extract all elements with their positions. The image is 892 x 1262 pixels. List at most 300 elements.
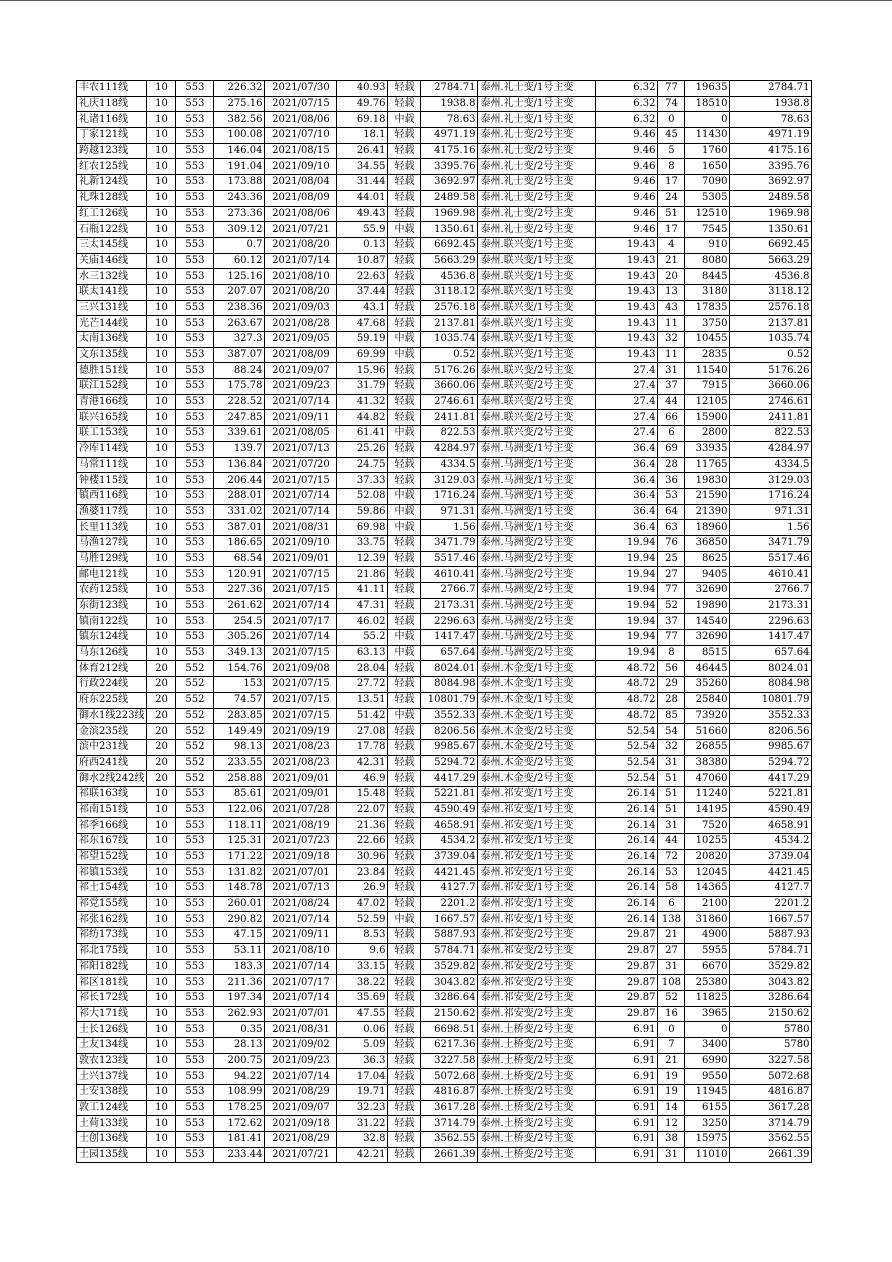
cell-installed-capacity: 35260 bbox=[685, 677, 730, 693]
cell-remaining-capacity: 5663.29 bbox=[730, 253, 812, 269]
cell-load-status: 轻载 bbox=[388, 567, 421, 583]
cell-current-load: 186.65 bbox=[214, 535, 265, 551]
cell-load-rate: 23.84 bbox=[337, 865, 388, 881]
cell-load-rate: 35.69 bbox=[337, 990, 388, 1006]
cell-remaining-capacity: 4421.45 bbox=[730, 865, 812, 881]
table-row bbox=[77, 1006, 812, 1022]
table-row bbox=[77, 363, 812, 379]
cell-remaining-capacity: 5780 bbox=[730, 1037, 812, 1053]
cell-remaining-capacity: 4417.29 bbox=[730, 771, 812, 787]
cell-remaining-capacity: 1969.98 bbox=[730, 206, 812, 222]
cell-feeder-name: 祁南151线 bbox=[77, 802, 147, 818]
cell-current-load: 0.7 bbox=[214, 237, 265, 253]
cell-feeder-name: 御水1线223线 bbox=[77, 708, 147, 724]
cell-available-capacity: 5176.26 bbox=[421, 363, 478, 379]
cell-user-count: 14 bbox=[658, 1100, 685, 1116]
cell-transformer: 泰州.马洲变/1号主变 bbox=[478, 441, 596, 457]
table-body bbox=[77, 81, 812, 1163]
cell-current-load: 233.55 bbox=[214, 755, 265, 771]
cell-code: 553 bbox=[176, 645, 214, 661]
cell-remaining-capacity: 5780 bbox=[730, 1022, 812, 1038]
cell-current-load: 0.35 bbox=[214, 1022, 265, 1038]
cell-transformer-capacity: 52.54 bbox=[596, 739, 658, 755]
cell-user-count: 27 bbox=[658, 943, 685, 959]
cell-code: 553 bbox=[176, 943, 214, 959]
cell-transformer-capacity: 48.72 bbox=[596, 692, 658, 708]
cell-installed-capacity: 15975 bbox=[685, 1132, 730, 1148]
cell-voltage-level: 10 bbox=[147, 488, 176, 504]
cell-load-status: 轻载 bbox=[388, 206, 421, 222]
cell-transformer: 泰州.祁安变/1号主变 bbox=[478, 786, 596, 802]
cell-load-status: 轻载 bbox=[388, 583, 421, 599]
cell-user-count: 58 bbox=[658, 881, 685, 897]
cell-installed-capacity: 32690 bbox=[685, 583, 730, 599]
cell-feeder-name: 体育212线 bbox=[77, 661, 147, 677]
cell-transformer: 泰州.马洲变/2号主变 bbox=[478, 630, 596, 646]
cell-transformer-capacity: 19.43 bbox=[596, 253, 658, 269]
cell-code: 553 bbox=[176, 990, 214, 1006]
cell-installed-capacity: 51660 bbox=[685, 724, 730, 740]
cell-available-capacity: 3395.76 bbox=[421, 159, 478, 175]
cell-code: 553 bbox=[176, 1053, 214, 1069]
cell-installed-capacity: 3965 bbox=[685, 1006, 730, 1022]
cell-current-load: 254.5 bbox=[214, 614, 265, 630]
cell-user-count: 5 bbox=[658, 143, 685, 159]
cell-voltage-level: 10 bbox=[147, 379, 176, 395]
cell-date: 2021/08/09 bbox=[265, 347, 337, 363]
cell-transformer: 泰州.木金变/1号主变 bbox=[478, 661, 596, 677]
cell-voltage-level: 10 bbox=[147, 81, 176, 97]
cell-remaining-capacity: 3043.82 bbox=[730, 975, 812, 991]
table-row bbox=[77, 222, 812, 238]
cell-transformer-capacity: 26.14 bbox=[596, 818, 658, 834]
cell-date: 2021/09/01 bbox=[265, 551, 337, 567]
cell-load-status: 轻载 bbox=[388, 896, 421, 912]
cell-installed-capacity: 31860 bbox=[685, 912, 730, 928]
cell-transformer: 泰州.联兴变/1号主变 bbox=[478, 269, 596, 285]
cell-feeder-name: 丰农111线 bbox=[77, 81, 147, 97]
cell-date: 2021/08/28 bbox=[265, 316, 337, 332]
cell-date: 2021/08/15 bbox=[265, 143, 337, 159]
cell-transformer-capacity: 26.14 bbox=[596, 865, 658, 881]
cell-voltage-level: 10 bbox=[147, 112, 176, 128]
cell-remaining-capacity: 8024.01 bbox=[730, 661, 812, 677]
cell-load-rate: 22.07 bbox=[337, 802, 388, 818]
cell-load-rate: 17.78 bbox=[337, 739, 388, 755]
cell-remaining-capacity: 10801.79 bbox=[730, 692, 812, 708]
cell-code: 553 bbox=[176, 535, 214, 551]
cell-current-load: 243.36 bbox=[214, 190, 265, 206]
cell-installed-capacity: 6990 bbox=[685, 1053, 730, 1069]
cell-available-capacity: 6692.45 bbox=[421, 237, 478, 253]
cell-code: 553 bbox=[176, 598, 214, 614]
cell-voltage-level: 10 bbox=[147, 959, 176, 975]
cell-remaining-capacity: 3286.64 bbox=[730, 990, 812, 1006]
table-row bbox=[77, 975, 812, 991]
cell-installed-capacity: 21390 bbox=[685, 504, 730, 520]
page-top-rule bbox=[0, 0, 892, 1]
cell-installed-capacity: 7545 bbox=[685, 222, 730, 238]
cell-code: 552 bbox=[176, 755, 214, 771]
cell-user-count: 37 bbox=[658, 379, 685, 395]
cell-remaining-capacity: 3471.79 bbox=[730, 535, 812, 551]
table-row bbox=[77, 1147, 812, 1163]
cell-remaining-capacity: 6692.45 bbox=[730, 237, 812, 253]
cell-remaining-capacity: 4816.87 bbox=[730, 1085, 812, 1101]
cell-transformer-capacity: 19.43 bbox=[596, 269, 658, 285]
cell-feeder-name: 土兴137线 bbox=[77, 1069, 147, 1085]
cell-current-load: 387.01 bbox=[214, 520, 265, 536]
cell-transformer-capacity: 6.32 bbox=[596, 112, 658, 128]
cell-feeder-name: 东街123线 bbox=[77, 598, 147, 614]
table-row bbox=[77, 771, 812, 787]
cell-date: 2021/07/15 bbox=[265, 645, 337, 661]
cell-remaining-capacity: 971.31 bbox=[730, 504, 812, 520]
cell-code: 552 bbox=[176, 724, 214, 740]
cell-current-load: 327.3 bbox=[214, 332, 265, 348]
cell-voltage-level: 10 bbox=[147, 206, 176, 222]
cell-voltage-level: 10 bbox=[147, 1069, 176, 1085]
cell-code: 552 bbox=[176, 708, 214, 724]
cell-remaining-capacity: 3660.06 bbox=[730, 379, 812, 395]
cell-user-count: 44 bbox=[658, 394, 685, 410]
cell-voltage-level: 10 bbox=[147, 520, 176, 536]
cell-transformer-capacity: 6.32 bbox=[596, 96, 658, 112]
cell-voltage-level: 10 bbox=[147, 1116, 176, 1132]
cell-code: 553 bbox=[176, 912, 214, 928]
cell-date: 2021/09/10 bbox=[265, 159, 337, 175]
cell-feeder-name: 祁阳182线 bbox=[77, 959, 147, 975]
cell-user-count: 63 bbox=[658, 520, 685, 536]
cell-date: 2021/09/08 bbox=[265, 661, 337, 677]
cell-installed-capacity: 8515 bbox=[685, 645, 730, 661]
cell-remaining-capacity: 5887.93 bbox=[730, 928, 812, 944]
cell-installed-capacity: 46445 bbox=[685, 661, 730, 677]
cell-load-rate: 55.9 bbox=[337, 222, 388, 238]
cell-load-rate: 47.31 bbox=[337, 598, 388, 614]
cell-date: 2021/08/10 bbox=[265, 269, 337, 285]
cell-voltage-level: 10 bbox=[147, 881, 176, 897]
cell-available-capacity: 2137.81 bbox=[421, 316, 478, 332]
table-row bbox=[77, 834, 812, 850]
cell-user-count: 45 bbox=[658, 128, 685, 144]
cell-voltage-level: 10 bbox=[147, 1132, 176, 1148]
cell-transformer: 泰州.礼士变/2号主变 bbox=[478, 143, 596, 159]
cell-current-load: 148.78 bbox=[214, 881, 265, 897]
cell-current-load: 247.85 bbox=[214, 410, 265, 426]
cell-feeder-name: 冷库114线 bbox=[77, 441, 147, 457]
cell-transformer: 泰州.礼士变/1号主变 bbox=[478, 96, 596, 112]
cell-date: 2021/07/14 bbox=[265, 598, 337, 614]
cell-available-capacity: 1667.57 bbox=[421, 912, 478, 928]
cell-remaining-capacity: 2489.58 bbox=[730, 190, 812, 206]
table-row bbox=[77, 786, 812, 802]
cell-code: 553 bbox=[176, 190, 214, 206]
cell-installed-capacity: 33935 bbox=[685, 441, 730, 457]
cell-current-load: 74.57 bbox=[214, 692, 265, 708]
cell-remaining-capacity: 2766.7 bbox=[730, 583, 812, 599]
cell-date: 2021/08/19 bbox=[265, 818, 337, 834]
cell-user-count: 31 bbox=[658, 363, 685, 379]
cell-load-status: 轻载 bbox=[388, 175, 421, 191]
cell-installed-capacity: 6670 bbox=[685, 959, 730, 975]
cell-transformer: 泰州.礼士变/2号主变 bbox=[478, 206, 596, 222]
cell-installed-capacity: 14195 bbox=[685, 802, 730, 818]
cell-user-count: 53 bbox=[658, 488, 685, 504]
cell-installed-capacity: 6155 bbox=[685, 1100, 730, 1116]
cell-transformer-capacity: 52.54 bbox=[596, 724, 658, 740]
cell-available-capacity: 5663.29 bbox=[421, 253, 478, 269]
cell-current-load: 118.11 bbox=[214, 818, 265, 834]
cell-current-load: 85.61 bbox=[214, 786, 265, 802]
cell-transformer-capacity: 48.72 bbox=[596, 677, 658, 693]
cell-feeder-name: 马东126线 bbox=[77, 645, 147, 661]
cell-transformer: 泰州.礼士变/2号主变 bbox=[478, 128, 596, 144]
cell-remaining-capacity: 4536.8 bbox=[730, 269, 812, 285]
cell-current-load: 122.06 bbox=[214, 802, 265, 818]
cell-load-status: 轻载 bbox=[388, 284, 421, 300]
cell-load-rate: 37.44 bbox=[337, 284, 388, 300]
cell-transformer-capacity: 6.91 bbox=[596, 1116, 658, 1132]
cell-transformer: 泰州.马洲变/1号主变 bbox=[478, 504, 596, 520]
cell-date: 2021/07/30 bbox=[265, 81, 337, 97]
cell-current-load: 261.62 bbox=[214, 598, 265, 614]
cell-remaining-capacity: 3395.76 bbox=[730, 159, 812, 175]
cell-feeder-name: 礼新124线 bbox=[77, 175, 147, 191]
cell-remaining-capacity: 1350.61 bbox=[730, 222, 812, 238]
cell-transformer-capacity: 6.91 bbox=[596, 1037, 658, 1053]
cell-code: 552 bbox=[176, 771, 214, 787]
cell-user-count: 28 bbox=[658, 692, 685, 708]
cell-code: 553 bbox=[176, 222, 214, 238]
cell-user-count: 21 bbox=[658, 253, 685, 269]
cell-feeder-name: 祁张162线 bbox=[77, 912, 147, 928]
cell-voltage-level: 10 bbox=[147, 630, 176, 646]
cell-user-count: 52 bbox=[658, 598, 685, 614]
cell-load-status: 轻载 bbox=[388, 96, 421, 112]
cell-installed-capacity: 7520 bbox=[685, 818, 730, 834]
cell-load-status: 轻载 bbox=[388, 865, 421, 881]
cell-transformer: 泰州.联兴变/2号主变 bbox=[478, 394, 596, 410]
cell-feeder-name: 御水2线242线 bbox=[77, 771, 147, 787]
cell-load-rate: 12.39 bbox=[337, 551, 388, 567]
cell-current-load: 283.85 bbox=[214, 708, 265, 724]
cell-transformer: 泰州.联兴变/1号主变 bbox=[478, 332, 596, 348]
cell-load-status: 轻载 bbox=[388, 802, 421, 818]
cell-transformer: 泰州.祁安变/1号主变 bbox=[478, 865, 596, 881]
table-row bbox=[77, 96, 812, 112]
cell-user-count: 8 bbox=[658, 159, 685, 175]
table-row bbox=[77, 1132, 812, 1148]
cell-installed-capacity: 17835 bbox=[685, 300, 730, 316]
cell-transformer: 泰州.礼士变/2号主变 bbox=[478, 175, 596, 191]
cell-load-status: 中载 bbox=[388, 488, 421, 504]
cell-transformer-capacity: 26.14 bbox=[596, 881, 658, 897]
cell-transformer: 泰州.木金变/2号主变 bbox=[478, 724, 596, 740]
cell-transformer: 泰州.祁安变/2号主变 bbox=[478, 990, 596, 1006]
cell-remaining-capacity: 3617.28 bbox=[730, 1100, 812, 1116]
cell-remaining-capacity: 8084.98 bbox=[730, 677, 812, 693]
cell-transformer: 泰州.礼士变/2号主变 bbox=[478, 222, 596, 238]
cell-installed-capacity: 4900 bbox=[685, 928, 730, 944]
cell-current-load: 94.22 bbox=[214, 1069, 265, 1085]
cell-date: 2021/07/14 bbox=[265, 912, 337, 928]
cell-load-status: 轻载 bbox=[388, 771, 421, 787]
cell-load-rate: 0.06 bbox=[337, 1022, 388, 1038]
cell-available-capacity: 5221.81 bbox=[421, 786, 478, 802]
table-row bbox=[77, 630, 812, 646]
cell-code: 553 bbox=[176, 630, 214, 646]
cell-voltage-level: 10 bbox=[147, 504, 176, 520]
cell-voltage-level: 10 bbox=[147, 535, 176, 551]
cell-code: 553 bbox=[176, 1037, 214, 1053]
cell-user-count: 0 bbox=[658, 112, 685, 128]
cell-feeder-name: 石瓶122线 bbox=[77, 222, 147, 238]
cell-code: 553 bbox=[176, 1100, 214, 1116]
cell-voltage-level: 10 bbox=[147, 300, 176, 316]
cell-voltage-level: 20 bbox=[147, 692, 176, 708]
cell-installed-capacity: 26855 bbox=[685, 739, 730, 755]
cell-remaining-capacity: 3562.55 bbox=[730, 1132, 812, 1148]
cell-load-status: 中载 bbox=[388, 630, 421, 646]
cell-installed-capacity: 3250 bbox=[685, 1116, 730, 1132]
cell-remaining-capacity: 5517.46 bbox=[730, 551, 812, 567]
cell-transformer-capacity: 19.94 bbox=[596, 535, 658, 551]
table-row bbox=[77, 81, 812, 97]
cell-available-capacity: 1350.61 bbox=[421, 222, 478, 238]
cell-available-capacity: 1969.98 bbox=[421, 206, 478, 222]
cell-available-capacity: 1035.74 bbox=[421, 332, 478, 348]
cell-current-load: 125.16 bbox=[214, 269, 265, 285]
table-row bbox=[77, 928, 812, 944]
cell-remaining-capacity: 5784.71 bbox=[730, 943, 812, 959]
cell-current-load: 146.04 bbox=[214, 143, 265, 159]
cell-transformer: 泰州.马洲变/2号主变 bbox=[478, 614, 596, 630]
cell-load-status: 中载 bbox=[388, 912, 421, 928]
cell-code: 553 bbox=[176, 1022, 214, 1038]
cell-feeder-name: 土友134线 bbox=[77, 1037, 147, 1053]
cell-load-rate: 27.08 bbox=[337, 724, 388, 740]
cell-user-count: 17 bbox=[658, 175, 685, 191]
cell-current-load: 136.84 bbox=[214, 457, 265, 473]
cell-date: 2021/07/10 bbox=[265, 128, 337, 144]
cell-code: 553 bbox=[176, 128, 214, 144]
cell-load-status: 中载 bbox=[388, 645, 421, 661]
cell-date: 2021/09/03 bbox=[265, 300, 337, 316]
table-row bbox=[77, 583, 812, 599]
table-row bbox=[77, 253, 812, 269]
cell-code: 553 bbox=[176, 583, 214, 599]
cell-voltage-level: 10 bbox=[147, 834, 176, 850]
cell-date: 2021/07/14 bbox=[265, 394, 337, 410]
cell-load-status: 轻载 bbox=[388, 551, 421, 567]
cell-feeder-name: 祁大171线 bbox=[77, 1006, 147, 1022]
cell-current-load: 349.13 bbox=[214, 645, 265, 661]
cell-transformer-capacity: 9.46 bbox=[596, 143, 658, 159]
table-row bbox=[77, 1022, 812, 1038]
cell-code: 553 bbox=[176, 865, 214, 881]
cell-load-rate: 10.87 bbox=[337, 253, 388, 269]
cell-user-count: 16 bbox=[658, 1006, 685, 1022]
cell-installed-capacity: 3180 bbox=[685, 284, 730, 300]
cell-user-count: 69 bbox=[658, 441, 685, 457]
cell-date: 2021/07/15 bbox=[265, 583, 337, 599]
cell-transformer-capacity: 9.46 bbox=[596, 175, 658, 191]
cell-voltage-level: 10 bbox=[147, 1085, 176, 1101]
table-row bbox=[77, 598, 812, 614]
cell-available-capacity: 0.52 bbox=[421, 347, 478, 363]
cell-transformer-capacity: 36.4 bbox=[596, 473, 658, 489]
cell-current-load: 275.16 bbox=[214, 96, 265, 112]
cell-installed-capacity: 910 bbox=[685, 237, 730, 253]
cell-date: 2021/08/04 bbox=[265, 175, 337, 191]
cell-transformer: 泰州.祁安变/2号主变 bbox=[478, 1006, 596, 1022]
cell-installed-capacity: 25380 bbox=[685, 975, 730, 991]
cell-transformer: 泰州.土桥变/2号主变 bbox=[478, 1147, 596, 1163]
table-row bbox=[77, 441, 812, 457]
cell-feeder-name: 府东225线 bbox=[77, 692, 147, 708]
cell-load-status: 轻载 bbox=[388, 1147, 421, 1163]
cell-current-load: 47.15 bbox=[214, 928, 265, 944]
cell-current-load: 273.36 bbox=[214, 206, 265, 222]
cell-current-load: 200.75 bbox=[214, 1053, 265, 1069]
cell-feeder-name: 土园135线 bbox=[77, 1147, 147, 1163]
cell-load-status: 轻载 bbox=[388, 598, 421, 614]
cell-available-capacity: 4417.29 bbox=[421, 771, 478, 787]
cell-user-count: 24 bbox=[658, 190, 685, 206]
cell-user-count: 38 bbox=[658, 1132, 685, 1148]
cell-code: 553 bbox=[176, 834, 214, 850]
cell-feeder-name: 祁望152线 bbox=[77, 849, 147, 865]
cell-date: 2021/07/14 bbox=[265, 253, 337, 269]
cell-available-capacity: 3739.04 bbox=[421, 849, 478, 865]
cell-transformer-capacity: 6.91 bbox=[596, 1100, 658, 1116]
table-row bbox=[77, 881, 812, 897]
cell-installed-capacity: 3750 bbox=[685, 316, 730, 332]
table-row bbox=[77, 520, 812, 536]
cell-installed-capacity: 5305 bbox=[685, 190, 730, 206]
cell-voltage-level: 10 bbox=[147, 269, 176, 285]
cell-transformer: 泰州.土桥变/2号主变 bbox=[478, 1022, 596, 1038]
cell-feeder-name: 土长126线 bbox=[77, 1022, 147, 1038]
cell-installed-capacity: 5955 bbox=[685, 943, 730, 959]
table-row bbox=[77, 504, 812, 520]
cell-feeder-name: 联江152线 bbox=[77, 379, 147, 395]
cell-date: 2021/09/11 bbox=[265, 928, 337, 944]
cell-installed-capacity: 0 bbox=[685, 112, 730, 128]
cell-load-rate: 47.55 bbox=[337, 1006, 388, 1022]
cell-user-count: 77 bbox=[658, 583, 685, 599]
cell-current-load: 178.25 bbox=[214, 1100, 265, 1116]
cell-user-count: 0 bbox=[658, 1022, 685, 1038]
cell-date: 2021/07/28 bbox=[265, 802, 337, 818]
table-row bbox=[77, 535, 812, 551]
cell-feeder-name: 祁镇153线 bbox=[77, 865, 147, 881]
cell-remaining-capacity: 3227.58 bbox=[730, 1053, 812, 1069]
cell-current-load: 28.13 bbox=[214, 1037, 265, 1053]
cell-remaining-capacity: 2576.18 bbox=[730, 300, 812, 316]
cell-available-capacity: 3660.06 bbox=[421, 379, 478, 395]
cell-voltage-level: 10 bbox=[147, 347, 176, 363]
cell-available-capacity: 1716.24 bbox=[421, 488, 478, 504]
cell-load-status: 轻载 bbox=[388, 190, 421, 206]
cell-user-count: 66 bbox=[658, 410, 685, 426]
table-row bbox=[77, 661, 812, 677]
cell-remaining-capacity: 5221.81 bbox=[730, 786, 812, 802]
cell-transformer-capacity: 26.14 bbox=[596, 786, 658, 802]
cell-available-capacity: 3227.58 bbox=[421, 1053, 478, 1069]
cell-transformer: 泰州.祁安变/1号主变 bbox=[478, 849, 596, 865]
